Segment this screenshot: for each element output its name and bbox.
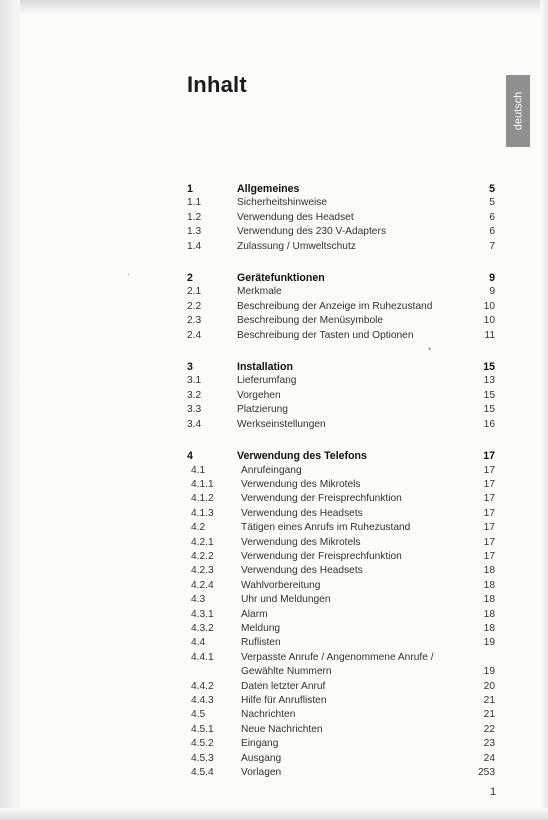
- toc-page: 9: [489, 272, 495, 285]
- toc-entry-row: [187, 536, 495, 550]
- language-tab-label: deutsch: [512, 91, 524, 131]
- toc-page: 17: [483, 450, 495, 463]
- toc-entry-row: [187, 225, 495, 239]
- toc-title: Uhr und Meldungen: [241, 594, 331, 606]
- toc-number: 4.2.4: [191, 579, 214, 591]
- toc-page: 17: [483, 522, 495, 534]
- toc-entry-row: [187, 464, 495, 478]
- toc-page: 17: [483, 464, 495, 476]
- toc-section: [187, 271, 495, 343]
- toc-page: 20: [483, 680, 495, 692]
- toc-page: 16: [483, 418, 495, 430]
- toc-entry-row: [187, 285, 495, 299]
- toc-title: Anrufeingang: [241, 464, 302, 476]
- toc-page: 15: [483, 404, 495, 416]
- toc-entry-row: [187, 521, 495, 535]
- toc-page: 21: [483, 709, 495, 721]
- toc-number: 4: [187, 450, 193, 463]
- toc-entry-row: [187, 708, 495, 722]
- toc-page: 17: [483, 507, 495, 519]
- toc-number: 4.1.1: [191, 478, 214, 490]
- toc-number: 1.3: [187, 226, 202, 238]
- top-page-edge: [0, 0, 548, 14]
- toc-entry-row: [187, 636, 495, 650]
- toc-page: 9: [489, 286, 495, 298]
- toc-number: 3.4: [187, 418, 202, 430]
- toc-number: 3.3: [187, 404, 202, 416]
- toc-chapter-row: [187, 360, 495, 374]
- toc-page: 18: [483, 565, 495, 577]
- toc-entry-row: [187, 550, 495, 564]
- toc-page: 15: [483, 389, 495, 401]
- toc-chapter-row: [187, 449, 495, 463]
- toc-entry-row: [187, 766, 495, 780]
- toc-page: 15: [483, 361, 495, 374]
- toc-entry-row: [187, 651, 495, 680]
- toc-entry-row: [187, 507, 495, 521]
- toc-entry-row: [187, 374, 495, 388]
- toc-number: 2.3: [187, 315, 202, 327]
- toc-entry-row: [187, 478, 495, 492]
- toc-page: 5: [489, 197, 495, 209]
- toc-chapter-row: [187, 182, 495, 196]
- toc-title: Verpasste Anrufe / Angenommene Anrufe / Gewählte Nummern: [241, 651, 434, 678]
- page-number: 1: [490, 786, 497, 798]
- toc-entry-row: [187, 403, 495, 417]
- toc-entry-row: [187, 723, 495, 737]
- toc-page: 18: [483, 579, 495, 591]
- toc-title: Tätigen eines Anrufs im Ruhezustand: [241, 522, 411, 534]
- toc-number: 1.2: [187, 211, 202, 223]
- toc-number: 3.2: [187, 389, 202, 401]
- toc-number: 4.1.3: [191, 507, 214, 519]
- toc-number: 2.2: [187, 300, 202, 312]
- page-title: Inhalt: [187, 72, 247, 97]
- toc-number: 3.1: [187, 375, 202, 387]
- toc-title: Verwendung der Freisprechfunktion: [241, 550, 402, 562]
- toc-page: 5: [489, 183, 495, 195]
- toc-number: 4.5.4: [191, 767, 214, 779]
- toc-title: Alarm: [241, 608, 268, 620]
- toc-entry-row: [187, 389, 495, 403]
- toc-page: 17: [483, 550, 495, 562]
- toc-title: Platzierung: [237, 404, 288, 416]
- table-of-contents: [187, 182, 495, 797]
- toc-entry-row: [187, 752, 495, 766]
- bottom-page-edge: [0, 808, 548, 820]
- toc-number: 4.2.1: [191, 536, 214, 548]
- toc-title: Beschreibung der Anzeige im Ruhezustand: [237, 300, 433, 312]
- toc-title: Daten letzter Anruf: [241, 680, 326, 692]
- toc-title: Lieferumfang: [237, 375, 297, 387]
- toc-title: Neue Nachrichten: [241, 723, 323, 735]
- toc-number: 4.4.1: [191, 651, 214, 663]
- toc-entry-row: [187, 680, 495, 694]
- toc-entry-row: [187, 492, 495, 506]
- book-spine: [0, 0, 20, 820]
- toc-title: Installation: [237, 361, 293, 374]
- scan-speck: •: [428, 344, 432, 354]
- toc-title: Verwendung des Mikrotels: [241, 536, 361, 548]
- toc-number: 4.1.2: [191, 493, 214, 505]
- toc-entry-row: [187, 314, 495, 328]
- toc-title: Verwendung des Headsets: [241, 507, 363, 519]
- toc-number: 2: [187, 272, 193, 285]
- toc-entry-row: [187, 418, 495, 432]
- toc-title: Allgemeines: [237, 183, 300, 195]
- toc-number: 4.3.2: [191, 622, 214, 634]
- toc-title: Wahlvorbereitung: [241, 579, 321, 591]
- toc-page: 7: [489, 240, 495, 252]
- toc-title: Merkmale: [237, 286, 282, 298]
- toc-number: 4.2: [191, 522, 206, 534]
- toc-section: [187, 449, 495, 780]
- toc-page: 18: [483, 594, 495, 606]
- toc-entry-row: [187, 694, 495, 708]
- toc-number: 4.2.2: [191, 550, 214, 562]
- toc-page: 6: [489, 211, 495, 223]
- toc-page: 13: [483, 375, 495, 387]
- toc-title: Eingang: [241, 738, 279, 750]
- toc-page: 253: [478, 767, 495, 779]
- toc-page: 19: [483, 666, 495, 678]
- toc-title: Verwendung des Telefons: [237, 450, 367, 463]
- toc-number: 4.5.1: [191, 723, 214, 735]
- toc-page: 22: [483, 723, 495, 735]
- toc-title: Ausgang: [241, 752, 282, 764]
- toc-number: 4.5.2: [191, 738, 214, 750]
- toc-number: 1.4: [187, 240, 202, 252]
- right-page-edge: [540, 0, 548, 820]
- toc-entry-row: [187, 329, 495, 343]
- toc-title: Verwendung des Mikrotels: [241, 478, 361, 490]
- toc-section: [187, 360, 495, 432]
- toc-page: 18: [483, 608, 495, 620]
- toc-page: 17: [483, 493, 495, 505]
- toc-number: 4.4.3: [191, 695, 214, 706]
- toc-title: Verwendung des Headset: [237, 211, 354, 223]
- toc-page: 10: [483, 315, 495, 327]
- toc-title: Vorlagen: [241, 767, 282, 779]
- toc-page: 18: [483, 622, 495, 634]
- toc-title: Beschreibung der Menüsymbole: [237, 315, 384, 327]
- toc-entry-row: [187, 737, 495, 751]
- toc-title: Verwendung der Freisprechfunktion: [241, 493, 402, 505]
- scan-speck: ': [128, 272, 130, 282]
- toc-entry-row: [187, 240, 495, 254]
- toc-number: 2.4: [187, 329, 202, 341]
- toc-title: Meldung: [241, 622, 281, 634]
- toc-entry-row: [187, 564, 495, 578]
- toc-entry-row: [187, 196, 495, 210]
- toc-number: 4.5: [191, 709, 206, 721]
- toc-section: [187, 182, 495, 254]
- toc-page: 17: [483, 536, 495, 548]
- toc-title: Verwendung des 230 V-Adapters: [237, 226, 386, 238]
- toc-number: 4.3.1: [191, 608, 214, 620]
- toc-entry-row: [187, 622, 495, 636]
- toc-number: 4.5.3: [191, 752, 214, 764]
- toc-number: 4.4.2: [191, 680, 214, 692]
- toc-page: 24: [483, 752, 495, 764]
- toc-entry-row: [187, 608, 495, 622]
- toc-page: 17: [483, 478, 495, 490]
- toc-title: Werkseinstellungen: [237, 418, 326, 430]
- toc-number: 4.1: [191, 464, 206, 476]
- toc-title: Ruflisten: [241, 637, 281, 649]
- toc-entry-row: [187, 211, 495, 225]
- toc-title: Hilfe für Anruflisten: [241, 695, 327, 706]
- toc-title: Vorgehen: [237, 389, 281, 401]
- toc-number: 4.4: [191, 637, 206, 649]
- toc-page: 6: [489, 226, 495, 238]
- toc-page: 23: [483, 738, 495, 750]
- toc-number: 4.2.3: [191, 565, 214, 577]
- toc-page: 19: [483, 637, 495, 649]
- toc-entry-row: [187, 300, 495, 314]
- toc-title: Beschreibung der Tasten und Optionen: [237, 329, 414, 341]
- toc-entry-row: [187, 593, 495, 607]
- toc-title: Nachrichten: [241, 709, 296, 721]
- toc-number: 1.1: [187, 197, 202, 209]
- toc-number: 1: [187, 183, 193, 195]
- toc-number: 3: [187, 361, 193, 374]
- toc-page: 11: [484, 329, 495, 341]
- toc-title: Zulassung / Umweltschutz: [237, 240, 356, 252]
- language-tab: [506, 75, 530, 147]
- toc-title: Gerätefunktionen: [237, 272, 325, 285]
- toc-title: Sicherheitshinweise: [237, 197, 328, 209]
- toc-entry-row: [187, 579, 495, 593]
- toc-title: Verwendung des Headsets: [241, 565, 363, 577]
- toc-page: 21: [483, 695, 495, 706]
- toc-chapter-row: [187, 271, 495, 285]
- toc-number: 2.1: [187, 286, 202, 298]
- toc-page: 10: [483, 300, 495, 312]
- toc-number: 4.3: [191, 594, 206, 606]
